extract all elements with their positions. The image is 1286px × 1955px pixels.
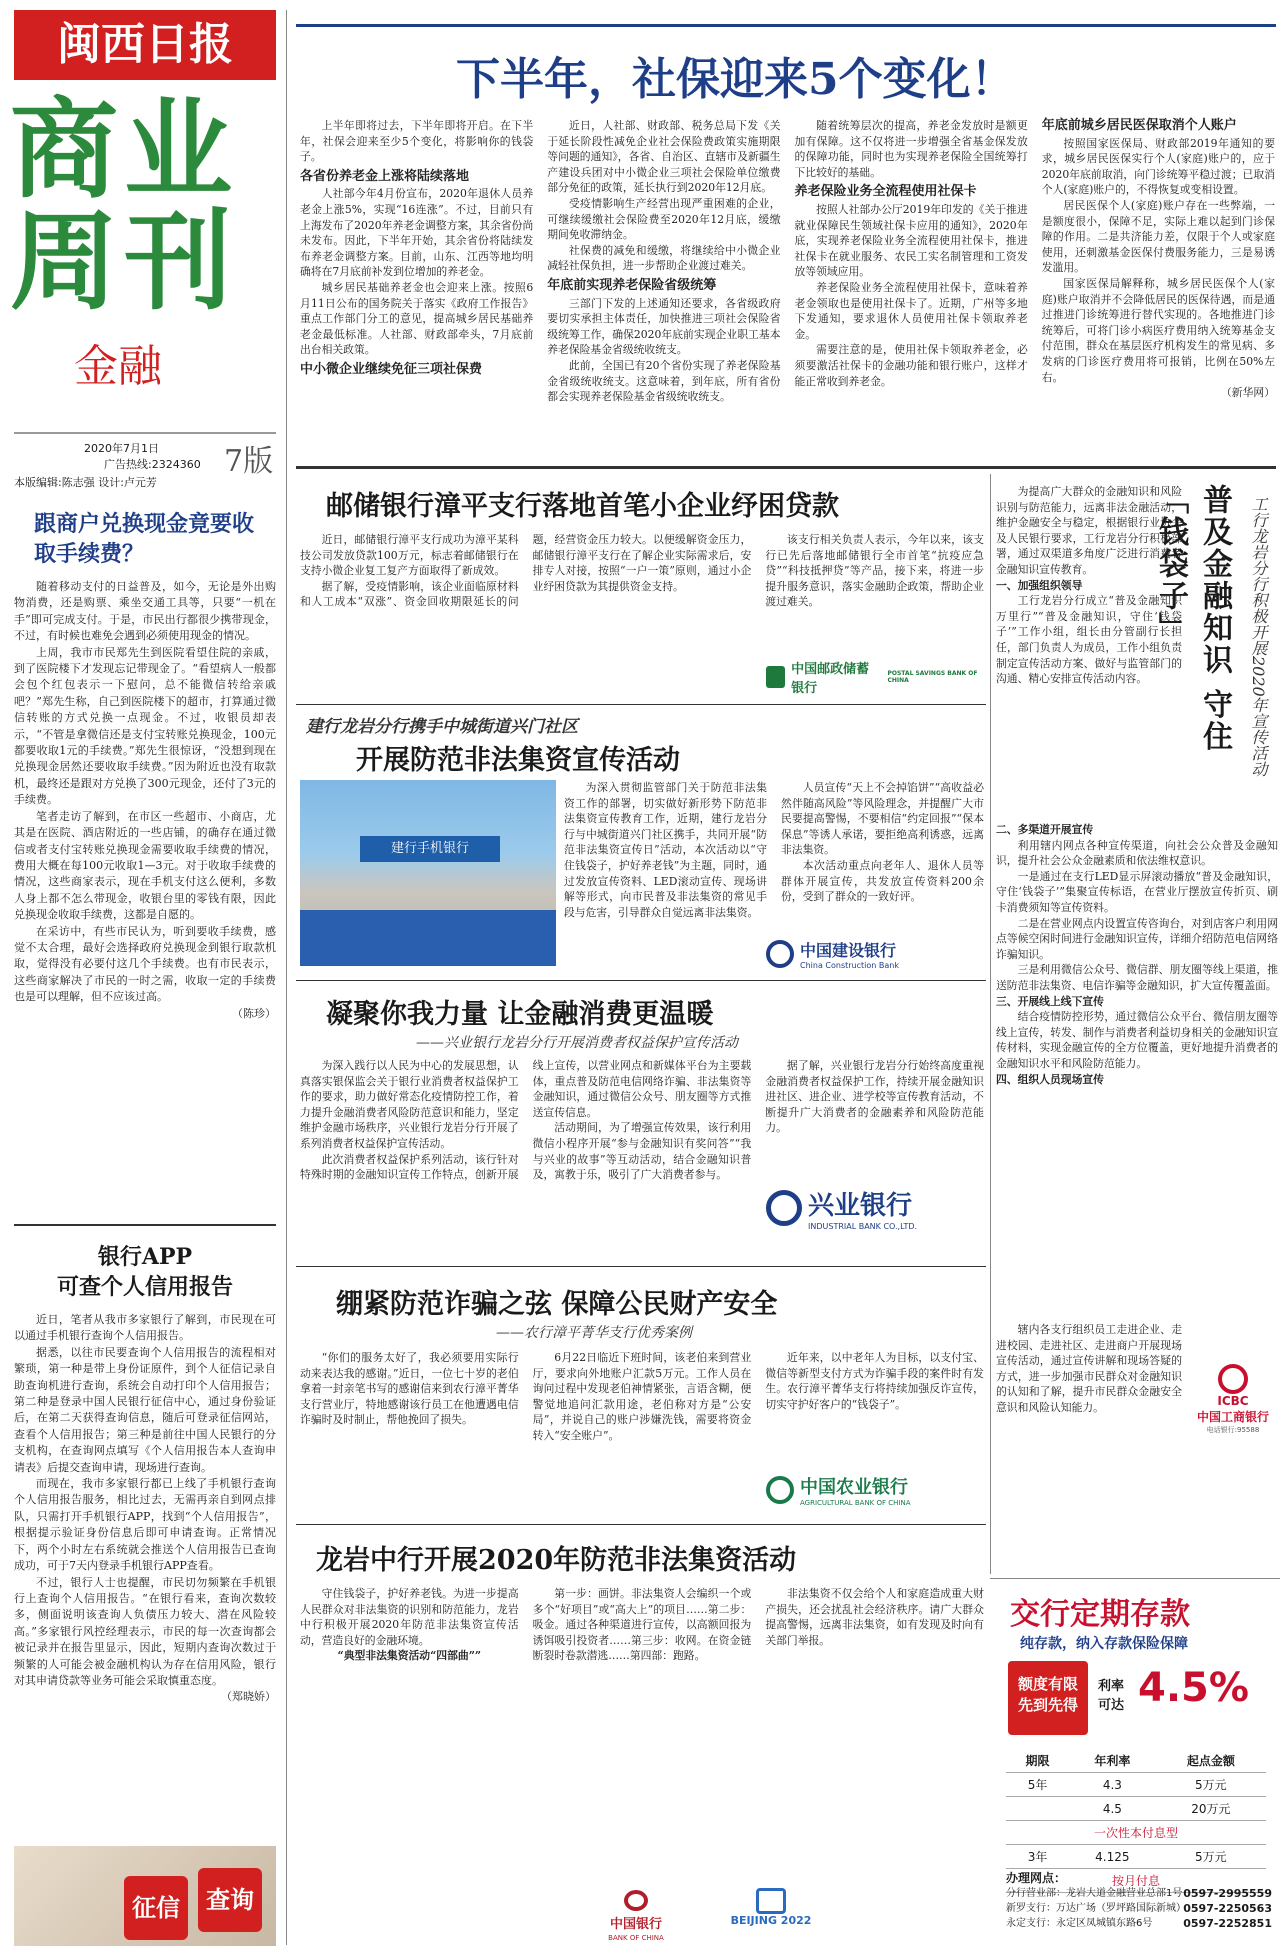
paragraph: 在采访中，有些市民认为，听到要收手续费，感觉不太合理，最好会选择政府兑换现金到银行取款机取，觉得没有必要付这几个手续费。也有市民表示，这些商家解决了市民的一时之需，收取一定的手续费也是可以理解，但不应该过高。 <box>14 924 276 1004</box>
paragraph: 守住钱袋子，护好养老钱。为进一步提高人民群众对非法集资的识别和防范能力，龙岩中行积极开展2020年防范非法集资宣传活动，营造良好的金融环境。 <box>300 1587 519 1647</box>
cib-article <box>296 986 986 1260</box>
subheading: 年底前城乡居民医保取消个人账户 <box>1041 118 1237 133</box>
paragraph: 一是通过在支行LED显示屏滚动播放“普及金融知识，守住‘钱袋子’”集聚宣传标语，在营业厅摆放宣传折页、刷卡消费须知等宣传资料。 <box>996 869 1278 914</box>
cib-logo <box>766 1184 984 1232</box>
cell: 5万元 <box>1156 1845 1266 1869</box>
paragraph: 为深入贯彻监管部门关于防范非法集资工作的部署，切实做好新形势下防范非法集资宣传教育工作，近期，建行龙岩分行与中城街道兴门社区携手，共同开展“防范非法集资宣传日”活动，本次活动以“守住钱袋子，护好养老钱”为主题，同时，通过发放宣传资料、LED滚动宣传、现场讲解等形式，向市民普及非法集资的常见手段与危害，引导群众自觉远离非法集资。 <box>564 781 767 919</box>
paragraph: 城乡居民基础养老金也会迎来上涨。按照6月11日公布的国务院关于落实《政府工作报告》重点工作部门分工的意见，提高城乡居民基础养老金最低标准。人社部、财政部牵头，7月底前出台相关政策。 <box>300 280 534 357</box>
article-body <box>996 484 1182 754</box>
ad-title: 交行定期存款 <box>1010 1597 1190 1632</box>
icbc-emblem-icon <box>1218 1364 1248 1394</box>
cell: 3年 <box>1006 1845 1069 1869</box>
hotline: 电话银行:95588 <box>1206 1426 1260 1434</box>
divider <box>296 704 986 705</box>
paragraph: 此次消费者权益保护系列活动，该行针对特殊时期的金融知识宣传工作特点，创新开展线上宣传，以营业网点和新媒体平台为主要载体，重点普及防范电信网络诈骗、非法集资等金融知识，通过微信公众号、朋友圈等方式推送宣传信息。 <box>300 1059 752 1182</box>
article-title: 凝聚你我力量 让金融消费更温暖 <box>326 999 714 1030</box>
cell: 5年 <box>1006 1773 1069 1797</box>
logo-text-en: China Construction Bank <box>800 961 899 970</box>
paragraph: 居民医保个人(家庭)账户存在一些弊端，一是额度很小，保障不足，实际上难以起到门诊保障的作用。二是共济能力差，仅限于个人或家庭使用，还刺激基金医保付费服务能力，三是易诱发滥用。 <box>1041 198 1275 275</box>
badge-line: 先到先得 <box>1017 1696 1078 1714</box>
article-body <box>996 822 1278 1322</box>
abc-logo <box>766 1470 984 1510</box>
article-subtitle: ——农行漳平菁华支行优秀案例 <box>496 1325 692 1341</box>
paragraph: 社保费的减免和缓缴，将继续给中小微企业减轻社保负担，进一步帮助企业渡过难关。 <box>547 243 781 273</box>
paragraph: 养老保险业务全流程使用社保卡，意味着养老金领取也是使用社保卡了。近期，广州等多地下发通知，要求退休人员使用社保卡领取养老金。 <box>794 280 1028 341</box>
bocom-ad <box>990 1578 1280 1946</box>
supplement-title-2: 周刊 <box>10 199 239 325</box>
article-kicker: 工行龙岩分行积极开展2020年宣传活动 <box>1249 496 1268 777</box>
paragraph: 笔者走访了解到，在市区一些超市、小商店，尤其是在医院、酒店附近的一些店铺，的确存在通过微信或者支付宝转账兑换现金需要收取手续费的情况，费用大概在每100元收取1—3元。对于收取手续费的情况，这些商家表示，现在手机支付这么便利，多数人身上都不怎么带现金，收银台里的零钱有限，因此兑换现金收取手续费，这都是自愿的。 <box>14 809 276 922</box>
paragraph: 人社部今年4月份宣布，2020年退休人员养老金上涨5%，实现“16连涨”。不过，目前只有上海发布了2020年养老金调整方案，其余省份尚未发布。因此，下半年开始，其余省份将陆续发布养老金调整方案。目前，山东、江西等地均明确将在7月底前补发到位增加的养老金。 <box>300 187 534 279</box>
paragraph: 本次活动重点向老年人、退休人员等群体开展宣传，共发放宣传资料200余份，受到了群众的一致好评。 <box>781 858 984 904</box>
source: （陈珍） <box>232 1006 276 1020</box>
source: （新华网） <box>1221 386 1275 400</box>
ccb-article <box>296 708 986 974</box>
paragraph: 第一步：画饼。非法集资人会编织一个或多个“好项目”或“高大上”的项目……第二步：吸金。通过各种渠道进行宣传，以高额回报为诱饵吸引投资者……第三步：收网。在资金链断裂时卷款潜逃……第四部：跑路。 <box>532 1587 752 1663</box>
icbc-logo <box>1188 1364 1278 1454</box>
divider <box>296 466 1276 469</box>
cib-emblem-icon <box>766 1190 802 1226</box>
paragraph: 三部门下发的上述通知还要求，各省级政府要切实承担主体责任，加快推进三项社会保险省级统筹工作，确保2020年底前实现企业职工基本养老保险基金省级统收统支。 <box>547 296 781 357</box>
cell-note: 按月付息 <box>1006 1869 1266 1893</box>
paragraph: 该支行相关负责人表示，今年以来，该支行已先后落地邮储银行全市首笔“抗疫应急贷”“科技抵押贷”等产品，接下来，将进一步提升服务意识，落实金融助企政策，帮助企业渡过难关。 <box>765 533 984 609</box>
photo-table <box>300 910 556 966</box>
outlet-tel: 0597-2250563 <box>1183 1902 1272 1915</box>
article-title: 开展防范非法集资宣传活动 <box>356 745 680 776</box>
logo-text-en: BANK OF CHINA <box>608 1934 664 1942</box>
postal-emblem-icon <box>766 666 785 688</box>
paragraph: 上周，我市市民郑先生到医院看望住院的亲戚，到了医院楼下才发现忘记带现金了。“看望病人一般都会包个红包表示一下慰问，总不能微信转给亲戚吧？”郑先生称，自己到医院楼下的超市，打算通过微信转账的方式兑换一点现金。不过，收银员却表示，“不管是拿微信还是支付宝转账兑换现金，100元都要收取1元的手续费。”郑先生很惊讶，“没想到现在兑换现金居然还要收取手续费。”因为附近也没有取款机，最终还是跟对方兑换了300元现金，还付了3元的手续费。 <box>14 645 276 807</box>
logo-abbr: ICBC <box>1217 1394 1249 1408</box>
paragraph: 按照人社部办公厅2019年印发的《关于推进就业保障民生领域社保卡应用的通知》，2020年底，实现养老保险业务全流程使用社保卡，推进社保卡在就业服务、农民工实名制管理和工资发放等领域应用。 <box>794 202 1028 279</box>
section-name: 金融 <box>74 341 162 392</box>
subheading: 一、加强组织领导 <box>996 578 1083 592</box>
paragraph: 结合疫情防控形势，通过微信公众平台、微信朋友圈等线上宣传，转发、制作与消费者利益切身相关的金融知识宣传材料，实现金融宣传的全方位覆盖，更好地提升消费者的金融知识水平和风险防范能力。 <box>996 1010 1278 1070</box>
abc-emblem-icon <box>766 1476 794 1504</box>
boc-article <box>296 1528 986 1946</box>
issue-date: 2020年7月1日 <box>84 442 159 455</box>
left-article-credit <box>14 1232 276 1842</box>
paragraph: 国家医保局解释称，城乡居民医保个人(家庭)账户取消并不会降低居民的医保待遇，而是通过推进门诊统筹进行替代实现的。各地推进门诊统筹后，可将门诊小病医疗费用纳入统筹基金支付范围，群众在基层医疗机构发生的常见病、多发病的门诊医疗费用将可报销，比例在50%左右。 <box>1041 276 1275 384</box>
table-row <box>1006 1845 1266 1869</box>
paragraph: 此前，全国已有20个省份实现了养老保险基金省级统收统支。这意味着，到年底，所有省份都会实现养老保险基金省级统收统支。 <box>547 358 781 404</box>
stamp-badge: 查询 <box>198 1868 262 1932</box>
rate-value: 4.5% <box>1138 1665 1249 1711</box>
subheading: 四、组织人员现场宣传 <box>996 1072 1104 1086</box>
postal-logo <box>766 662 986 696</box>
article-kicker: 建行龙岩分行携手中城街道兴门社区 <box>306 717 578 737</box>
col-header: 起点金额 <box>1156 1749 1266 1773</box>
paragraph: “你们的服务太好了，我必须要用实际行动来表达我的感谢。”近日，一位七十岁的老伯拿着一封亲笔书写的感谢信来到农行漳平菁华支行营业厅，特地感谢该行员工在他遭遇电信诈骗时及时制止，帮他挽回了损失。 <box>300 1351 519 1427</box>
article-title-line2: 可查个人信用报告 <box>56 1274 233 1300</box>
subheading: 养老保险业务全流程使用社保卡 <box>794 184 977 200</box>
article-title: 龙岩中行开展2020年防范非法集资活动 <box>316 1545 797 1576</box>
ad-hotline: 广告热线:2324360 <box>104 458 201 471</box>
paper-name: 闽西日报 <box>14 10 276 80</box>
masthead <box>10 10 276 430</box>
boc-logo <box>566 1890 706 1942</box>
article-title-line1: 银行APP <box>97 1244 193 1270</box>
boc-emblem-icon <box>624 1890 648 1911</box>
rate-label-line: 利率 <box>1098 1679 1125 1694</box>
paragraph: 需要注意的是，使用社保卡领取养老金，必须要激活社保卡的金融功能和银行账户，这样才能正常收到养老金。 <box>794 343 1028 388</box>
paragraph: 受疫情影响生产经营出现严重困难的企业，可继续缓缴社会保险费至2020年12月底，缓缴期间免收滞纳金。 <box>547 196 781 242</box>
rate-label-line: 可达 <box>1098 1698 1125 1713</box>
article-body <box>14 1312 276 1842</box>
paragraph: 随着移动支付的日益普及，如今，无论是外出购物消费，还是购票、乘坐交通工具等，只要“一机在手”即可完成支付。于是，市民出行都很少携带现金，不过，有时候也难免会遇到必须使用现金的情况。 <box>14 580 276 643</box>
table-row <box>1006 1821 1266 1845</box>
promo-badge <box>1008 1661 1088 1735</box>
paragraph: 按照国家医保局、财政部2019年通知的要求，城乡居民医保实行个人(家庭)账户的，应于2020年底前取消，向门诊统筹平稳过渡；已取消个人(家庭)账户的，不得恢复或变相设置。 <box>1041 136 1275 197</box>
outlet-name: 永定支行：永定区凤城镇东路6号 <box>1006 1918 1153 1929</box>
lead-title-bar <box>296 24 1276 104</box>
olympics-emblem <box>716 1888 826 1944</box>
outlet-name: 新罗支行：万达广场（罗坪路国际新城） <box>1006 1903 1186 1914</box>
logo-text-en: POSTAL SAVINGS BANK OF CHINA <box>887 670 978 684</box>
outlets <box>1006 1871 1272 1945</box>
divider <box>296 1266 986 1267</box>
paragraph: 三是利用微信公众号、微信群、朋友圈等线上渠道，推送防范非法集资、电信诈骗等金融知识，扩大宣传覆盖面。 <box>996 963 1278 992</box>
outlet-row <box>1006 1916 1272 1931</box>
postal-article <box>296 474 986 698</box>
paragraph: 不过，银行人士也提醒，市民切勿频繁在手机银行上查询个人信用报告。“在银行看来，查询次数较多，侧面说明该查询人负债压力较大、潜在风险较高。”多家银行风控经理表示，市民的每一次查询都会被记录并在报告里显示，因此，短期内查询次数过于频繁的人可能会被金融机构认为存在信用风险，银行对其申请贷款等业务可能会采取慎重态度。 <box>14 1575 276 1687</box>
subheading: 中小微企业继续免征三项社保费 <box>300 361 483 377</box>
paragraph: 工行龙岩分行成立“普及金融知识万里行”“普及金融知识，守住‘钱袋子’”工作小组，组长由分管副行长担任，部门负责人为成员，工作小组负责制定宣传活动方案、做好与监管部门的沟通、精心安排宣传活动内容。 <box>996 594 1182 686</box>
paragraph: 随着统筹层次的提高，养老金发放时是额更加有保障。这不仅将进一步增强全省基金保发放的保障功能，同时也为实现养老保险全国统筹打下比较好的基础。 <box>794 119 1028 179</box>
paragraph: 利用辖内网点各种宣传渠道，向社会公众普及金融知识，提升社会公众金融素质和依法维权意识。 <box>996 838 1278 868</box>
paragraph: 近日，邮储银行漳平支行成功为漳平某科技公司发放贷款100万元，标志着邮储银行在支持小微企业复工复产方面取得了新成效。 <box>300 533 519 578</box>
logo-text: 中国工商银行 <box>1196 1410 1269 1424</box>
outlet-name: 分行营业部：龙岩大道金融营业总部1号 <box>1006 1888 1183 1899</box>
paragraph: 6月22日临近下班时间，该老伯来到营业厅，要求向外地账户汇款5万元。工作人员在询问过程中发现老伯神情紧张，言语含糊，便警觉地追问汇款用途，老伯称对方是“公安局”，并说自己的账户涉嫌洗钱，需要将资金转入“安全账户”。 <box>532 1351 752 1442</box>
outlet-row <box>1006 1886 1272 1901</box>
page-number: 7版 <box>224 444 274 479</box>
source: （郑晓娇） <box>221 1690 276 1704</box>
article-title: 绷紧防范诈骗之弦 保障公民财产安全 <box>336 1289 778 1320</box>
cell: 4.3 <box>1069 1773 1156 1797</box>
outlet-row <box>1006 1901 1272 1916</box>
paragraph: 非法集资不仅会给个人和家庭造成重大财产损失，还会扰乱社会经济秩序。请广大群众提高警惕，远离非法集资，如有发现及时向有关部门举报。 <box>765 1587 984 1647</box>
supplement-title-1: 商业 <box>10 87 239 213</box>
column-divider <box>286 10 287 1945</box>
paragraph: 辖内各支行组织员工走进企业、走进校园、走进社区、走进商户开展现场宣传活动，通过宣传讲解和现场答疑的方式，进一步加强市民群众对金融知识的认知和了解，提升市民群众金融安全意识和风险认知能力。 <box>996 1323 1182 1414</box>
paragraph: 为提高广大群众的金融知识和风险识别与防范能力，远离非法金融活动，维护金融安全与稳定，根据银行业协会及人民银行要求，工行龙岩分行积极部署，通过双渠道多角度广泛进行消费者金融知识宣传教育。 <box>996 485 1182 576</box>
logo-text: 中国农业银行 <box>800 1477 908 1498</box>
left-article-cash <box>14 505 276 1220</box>
cell-note: 一次性本付息型 <box>1006 1821 1266 1845</box>
cell: 4.125 <box>1069 1845 1156 1869</box>
cell: 4.5 <box>1069 1797 1156 1821</box>
paragraph: 上半年即将过去，下半年即将开启。在下半年，社保会迎来至少5个变化，将影响你的钱袋子。 <box>300 119 534 164</box>
paragraph: 活动期间，为了增强宣传效果，该行利用微信小程序开展“参与金融知识有奖问答”“我与兴业的故事”等互动活动，结合金融知识普及，寓教于乐，吸引了广大消费者参与。 <box>532 1121 752 1182</box>
ccb-logo <box>766 936 984 972</box>
col-header: 期限 <box>1006 1749 1069 1773</box>
lead-title: 下半年，社保迎来5个变化！ <box>456 54 1015 105</box>
logo-text-en: INDUSTRIAL BANK CO.,LTD. <box>808 1222 918 1231</box>
paragraph: 据了解，受疫情影响，该企业面临原材料和人工成本“双涨”、资金回收期限延长的问题，经营资金压力较大。以便缓解资金压力，邮储银行漳平支行在了解企业实际需求后，安排专人对接，按照“一户一策”原则，通过小企业纾困贷款为其提供资金支持。 <box>300 533 752 609</box>
paragraph: 近日，人社部、财政部、税务总局下发《关于延长阶段性减免企业社会保险费政策实施期限等问题的通知》，各省、自治区、直辖市及新疆生产建设兵团对中小微企业三项社会保险单位缴费部分免征的政策，延长执行到2020年12月底。 <box>547 119 781 195</box>
ccb-emblem-icon <box>766 940 794 968</box>
article-title: 普及金融知识 守住「钱袋子」 <box>1153 484 1232 753</box>
rate-label <box>1098 1675 1138 1713</box>
paragraph: 近年来，以中老年人为目标，以支付宝、微信等新型支付方式为诈骗手段的案件时有发生。农行漳平菁华支行将持续加强反诈宣传，切实守护好客户的“钱袋子”。 <box>765 1351 984 1411</box>
cell: 20万元 <box>1156 1797 1266 1821</box>
divider <box>14 1224 276 1226</box>
event-photo <box>300 780 556 966</box>
column-divider <box>990 474 991 1574</box>
table-row <box>1006 1773 1266 1797</box>
article-title: 跟商户兑换现金竟要收取手续费？ <box>34 511 255 567</box>
paragraph: “典型非法集资活动“四部曲”” <box>337 1649 482 1663</box>
col-header: 年利率 <box>1069 1749 1156 1773</box>
paragraph: 为深入践行以人民为中心的发展思想，认真落实银保监会关于银行业消费者权益保护工作的要求，助力做好常态化疫情防控工作，着力提升金融消费者风险防范意识和能力，坚定维护金融市场秩序，兴业银行龙岩分行开展了系列消费者权益保护宣传活动。 <box>300 1059 519 1150</box>
article-body <box>14 579 276 1219</box>
paragraph: 而现在，我市多家银行都已上线了手机银行查询个人信用报告服务，相比过去，无需再亲自到网点排队，只需打开手机银行APP，找到“个人信用报告”，根据提示验证身份信息后即可申请查询。正常情况下，两个小时左右系统就会推送个人信用报告已查询成功，可于7天内登录手机银行APP查看。 <box>14 1477 276 1573</box>
logo-text: 中国银行 <box>609 1917 662 1932</box>
divider <box>296 980 986 981</box>
outlet-tel: 0597-2252851 <box>1183 1917 1272 1930</box>
logo-text-en: AGRICULTURAL BANK OF CHINA <box>800 1499 911 1507</box>
outlets-title: 办理网点： <box>1006 1871 1067 1885</box>
subheading: 各省份养老金上涨将陆续落地 <box>300 168 470 184</box>
paragraph: 据了解，兴业银行龙岩分行始终高度重视金融消费者权益保护工作，持续开展金融知识进社区、进企业、进学校等宣传教育活动，不断提升广大消费者的金融素养和风险防范能力。 <box>765 1059 984 1135</box>
lead-body <box>300 118 1275 458</box>
logo-text: 兴业银行 <box>808 1191 913 1221</box>
badge-line: 额度有限 <box>1017 1675 1078 1693</box>
abc-article <box>296 1270 986 1520</box>
subheading: 三、开展线上线下宣传 <box>996 994 1104 1008</box>
cell: 5万元 <box>1156 1773 1266 1797</box>
paragraph: 据悉，以往市民要查询个人信用报告的流程相对繁琐，第一种是带上身份证原件，到个人征信记录自助查询机进行查询，系统会自动打印个人信用报告；第二种是登录中国人民银行征信中心，通过身份验证后，在第二天获得查询信息，随后可登录征信网站，查看个人信用报告；第三种是前往中国人民银行的分支机构，在查询网点填写《个人信用报告本人查询申请表》后提交查询申请，现场进行查询。 <box>14 1345 276 1474</box>
cell <box>1006 1797 1069 1821</box>
photo-banner: 建行手机银行 <box>360 836 500 862</box>
outlet-tel: 0597-2995559 <box>1183 1887 1272 1900</box>
paragraph: 人员宣传“天上不会掉馅饼”“高收益必然伴随高风险”等风险理念，并提醒广大市民要提高警惕，不要相信“约定回报”“保本保息”等诱人承诺，要拒绝高利诱惑，远离非法集资。 <box>781 781 984 857</box>
logo-text: 中国邮政储蓄银行 <box>791 662 870 696</box>
paragraph: 近日，笔者从我市多家银行了解到，市民现在可以通过手机银行查询个人信用报告。 <box>14 1313 276 1343</box>
article-body <box>300 1586 984 1886</box>
subheading: 年底前实现养老保险省级统筹 <box>547 277 717 293</box>
stamp-badge: 征信 <box>124 1876 188 1940</box>
divider <box>296 1524 986 1525</box>
paragraph: 二是在营业网点内设置宣传咨询台，对到店客户利用网点等候空闲时间进行金融知识宣传，详细介绍防范电信网络诈骗知识。 <box>996 916 1278 961</box>
article-title: 邮储银行漳平支行落地首笔小企业纾困贷款 <box>326 491 839 522</box>
article-body <box>996 1322 1182 1522</box>
olympics-text: BEIJING 2022 <box>730 1914 812 1927</box>
article-subtitle: ——兴业银行龙岩分行开展消费者权益保护宣传活动 <box>416 1035 738 1051</box>
table-row <box>1006 1797 1266 1821</box>
logo-text: 中国建设银行 <box>800 941 897 960</box>
credit-report-photo <box>14 1846 276 1946</box>
issue-info <box>14 432 276 496</box>
editors: 本版编辑:陈志强 设计:卢元芳 <box>14 476 157 489</box>
olympics-mark-icon <box>756 1888 786 1914</box>
icbc-article <box>996 476 1278 1576</box>
subheading: 二、多渠道开展宣传 <box>996 823 1094 836</box>
ad-slogan: 纯存款，纳入存款保险保障 <box>1020 1636 1188 1652</box>
